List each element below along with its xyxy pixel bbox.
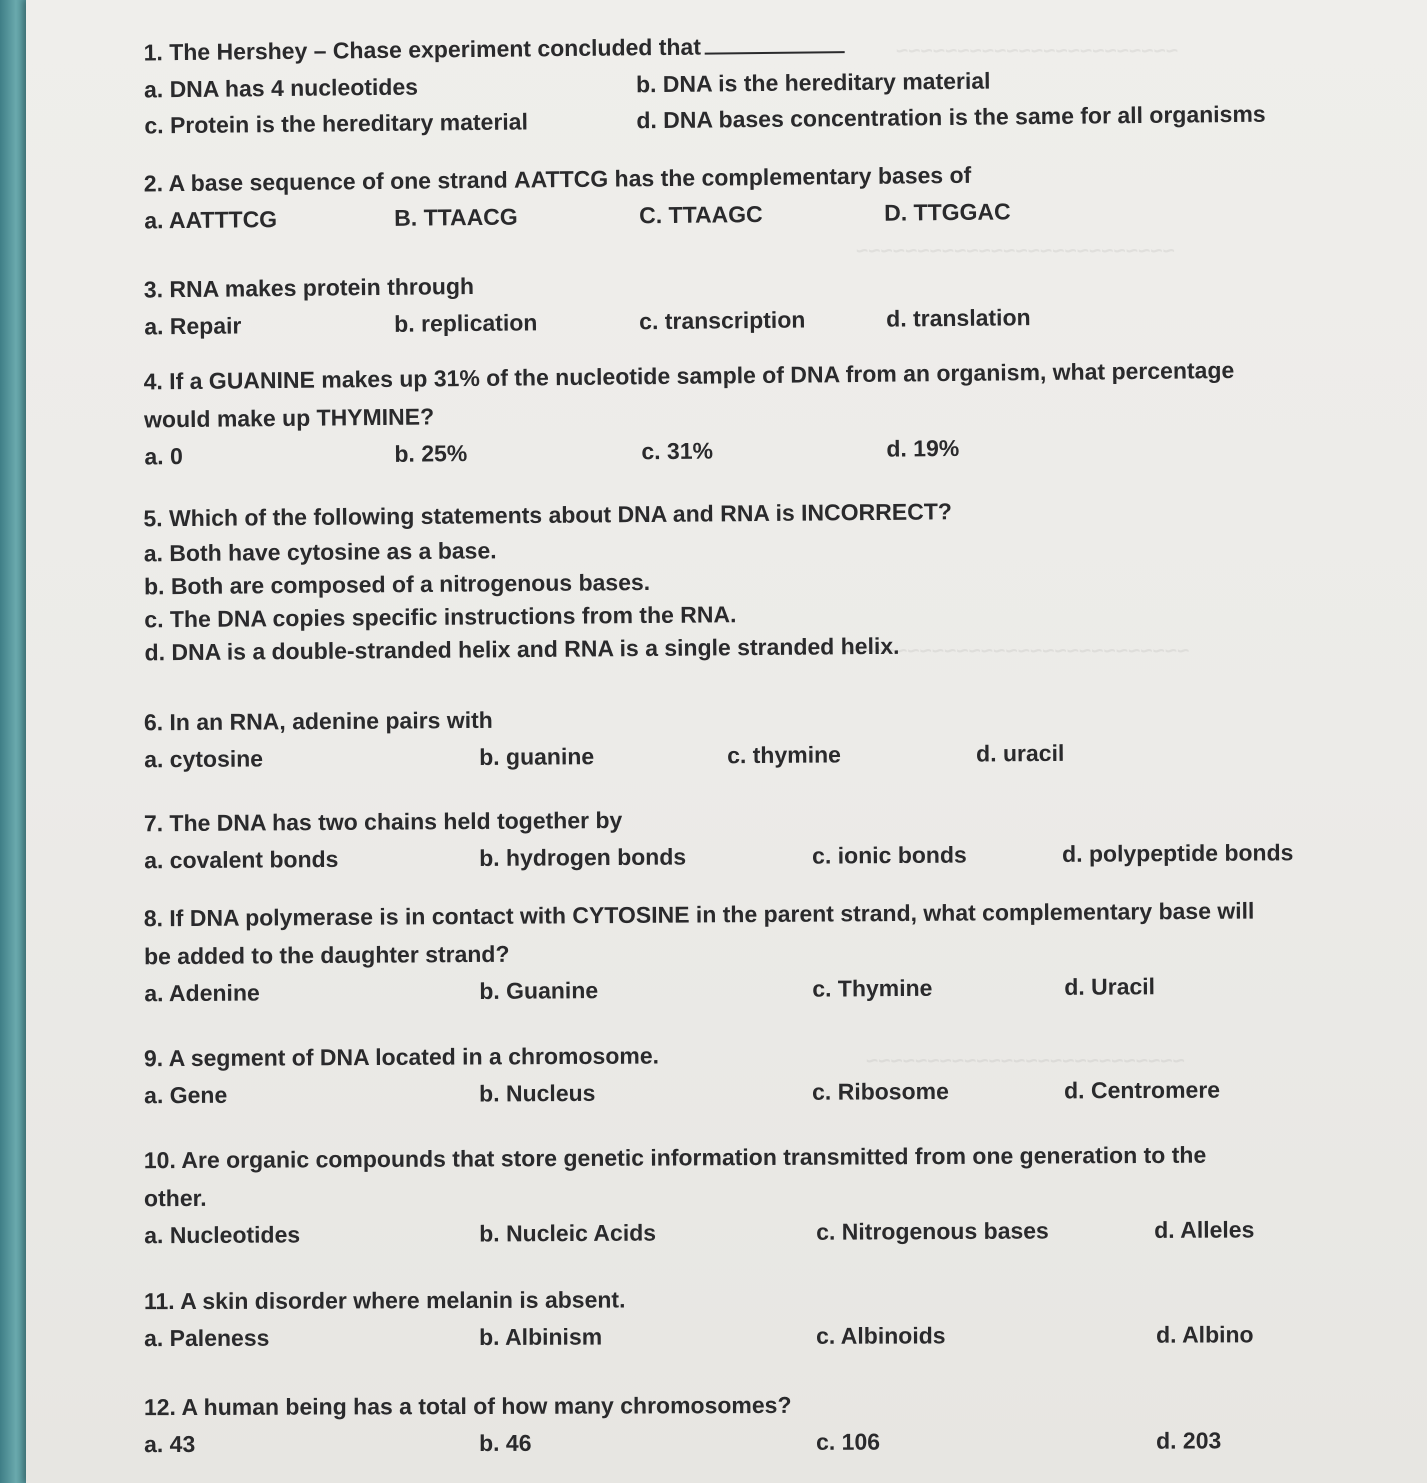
option-a: a. Both have cytosine as a base. (143, 537, 497, 567)
option-b: b. Nucleic Acids (479, 1219, 657, 1247)
question-text: RNA makes protein through (169, 272, 475, 303)
question-text: has the complementary bases of (608, 161, 972, 192)
question-9 (144, 1033, 1374, 1113)
option-a: a. 0 (144, 443, 183, 470)
option-b: b. DNA is the hereditary material (635, 67, 991, 98)
option-d: d. DNA bases concentration is the same for all organisms (636, 100, 1266, 134)
option-a: a. AATTTCG (144, 206, 278, 234)
question-number: 4. (143, 368, 163, 395)
option-a: a. Repair (144, 312, 242, 340)
option-d: d. Centromere (1064, 1076, 1221, 1104)
question-1 (143, 21, 1374, 144)
question-2 (144, 152, 1375, 239)
option-row (144, 967, 1374, 1012)
question-text-continued: other. (143, 1184, 207, 1212)
option-a: a. 43 (144, 1430, 196, 1458)
option-a: a. Paleness (144, 1324, 270, 1352)
question-number: 3. (143, 276, 164, 303)
question-10 (144, 1135, 1375, 1253)
question-text: A segment of DNA located in a chromosome. (168, 1042, 660, 1072)
option-d: d. Uracil (1064, 973, 1156, 1000)
option-b: b. Guanine (479, 977, 599, 1004)
option-c: c. thymine (727, 741, 841, 769)
emphasis-word: INCORRECT? (800, 498, 952, 526)
question-6 (144, 695, 1374, 778)
question-text: Are organic compounds that store genetic information transmitted from one generation to the (181, 1141, 1207, 1174)
question-stem (144, 1278, 1374, 1320)
question-text: The Hershey – Chase experiment concluded that (169, 33, 702, 66)
question-text: If DNA polymerase is in contact with CYTOSINE in the parent strand, what complementary base will (169, 897, 1255, 932)
option-a: a. covalent bonds (144, 845, 339, 874)
option-b: b. Albinism (479, 1323, 603, 1350)
option-c: c. Thymine (812, 974, 933, 1002)
question-8 (144, 891, 1375, 1012)
option-a: a. Nucleotides (144, 1221, 301, 1249)
option-c: c. transcription (639, 306, 806, 335)
option-b: b. Both are composed of a nitrogenous bases. (143, 568, 651, 600)
question-text: A skin disorder where melanin is absent. (180, 1286, 626, 1315)
bleed-through-text: ~~~~~~~~~~~~~~~~~~~~~~~~~~ (866, 1050, 1185, 1073)
option-d: d. Alleles (1154, 1216, 1255, 1243)
option-c: c. Protein is the hereditary material (144, 108, 529, 139)
option-c: c. 31% (641, 437, 714, 465)
option-list (144, 527, 1375, 670)
option-row (144, 1422, 1374, 1462)
question-number: 9. (143, 1045, 164, 1072)
question-number: 5. (143, 505, 163, 532)
quiz-paper (26, 0, 1427, 1483)
question-text-continued: would make up THYMINE? (143, 403, 435, 433)
option-b: b. 25% (394, 440, 468, 467)
question-7 (144, 796, 1374, 879)
bleed-through-text: ~~~~~~~~~~~~~~~~~~~~~~~~~~ (856, 240, 1175, 263)
question-3 (144, 258, 1375, 345)
option-row (144, 1211, 1374, 1253)
option-a: a. DNA has 4 nucleotides (143, 73, 419, 103)
question-number: 2. (143, 170, 164, 197)
option-a: a. Adenine (144, 979, 260, 1007)
option-c: c. The DNA copies specific instructions from the RNA. (144, 601, 737, 633)
answer-blank (705, 31, 845, 54)
question-5 (143, 489, 1374, 670)
option-c: c. 106 (816, 1428, 881, 1455)
question-11 (144, 1278, 1374, 1356)
option-b: b. guanine (479, 743, 595, 770)
option-b: B. TTAACG (394, 203, 518, 231)
question-number: 6. (143, 709, 164, 736)
option-c: c. Nitrogenous bases (816, 1217, 1049, 1245)
question-text: Which of the following statements about DNA and RNA is (168, 499, 802, 532)
question-text: If a GUANINE makes up 31% of the nucleotide sample of DNA from an organism, what percentage (169, 357, 1235, 395)
option-d: d. 19% (886, 434, 960, 462)
option-c: c. ionic bonds (812, 841, 967, 869)
option-c: C. TTAAGC (639, 200, 763, 229)
question-stem (144, 1384, 1374, 1426)
question-text: A human being has a total of how many chromosomes? (181, 1391, 792, 1421)
option-d: d. translation (886, 304, 1031, 332)
question-number: 1. (143, 39, 163, 66)
question-4 (143, 350, 1374, 475)
option-b: b. hydrogen bonds (479, 843, 687, 871)
bleed-through-text: ~~~~~~~~~~~~~~~~~~~~~~~ (896, 40, 1179, 63)
question-text-continued: be added to the daughter strand? (143, 940, 510, 970)
option-d: d. Albino (1156, 1321, 1254, 1348)
question-number: 10. (143, 1147, 176, 1174)
question-stem (144, 1033, 1374, 1077)
option-row (144, 834, 1374, 879)
option-d: D. TTGGAC (884, 198, 1011, 226)
bleed-through-text: ~~~~~~~~~~~~~~~~~~~~~~~~~~~~ (846, 640, 1190, 663)
option-row (144, 1316, 1374, 1356)
question-text: In an RNA, adenine pairs with (169, 706, 493, 736)
option-d: d. 203 (1156, 1427, 1222, 1454)
question-12 (144, 1384, 1374, 1462)
option-d: d. polypeptide bonds (1062, 839, 1294, 867)
dna-sequence: AATTCG (513, 165, 609, 193)
option-c: c. Ribosome (812, 1078, 949, 1105)
option-b: b. Nucleus (479, 1079, 596, 1107)
option-d: d. DNA is a double-stranded helix and RNA is a single stranded helix. (144, 632, 900, 666)
option-a: a. Gene (144, 1081, 228, 1109)
question-number: 7. (143, 810, 164, 837)
option-a: a. cytosine (144, 745, 264, 773)
option-b: b. 46 (479, 1429, 532, 1456)
question-text: The DNA has two chains held together by (169, 806, 623, 837)
question-stem (144, 1135, 1374, 1179)
question-text: A base sequence of one strand (168, 166, 515, 197)
option-row (144, 1071, 1374, 1113)
option-row (144, 733, 1374, 778)
option-c: c. Albinoids (816, 1322, 946, 1349)
question-number: 12. (143, 1394, 176, 1421)
option-b: b. replication (394, 309, 538, 337)
option-d: d. uracil (976, 739, 1065, 767)
question-number: 11. (143, 1288, 175, 1315)
question-number: 8. (143, 905, 164, 932)
